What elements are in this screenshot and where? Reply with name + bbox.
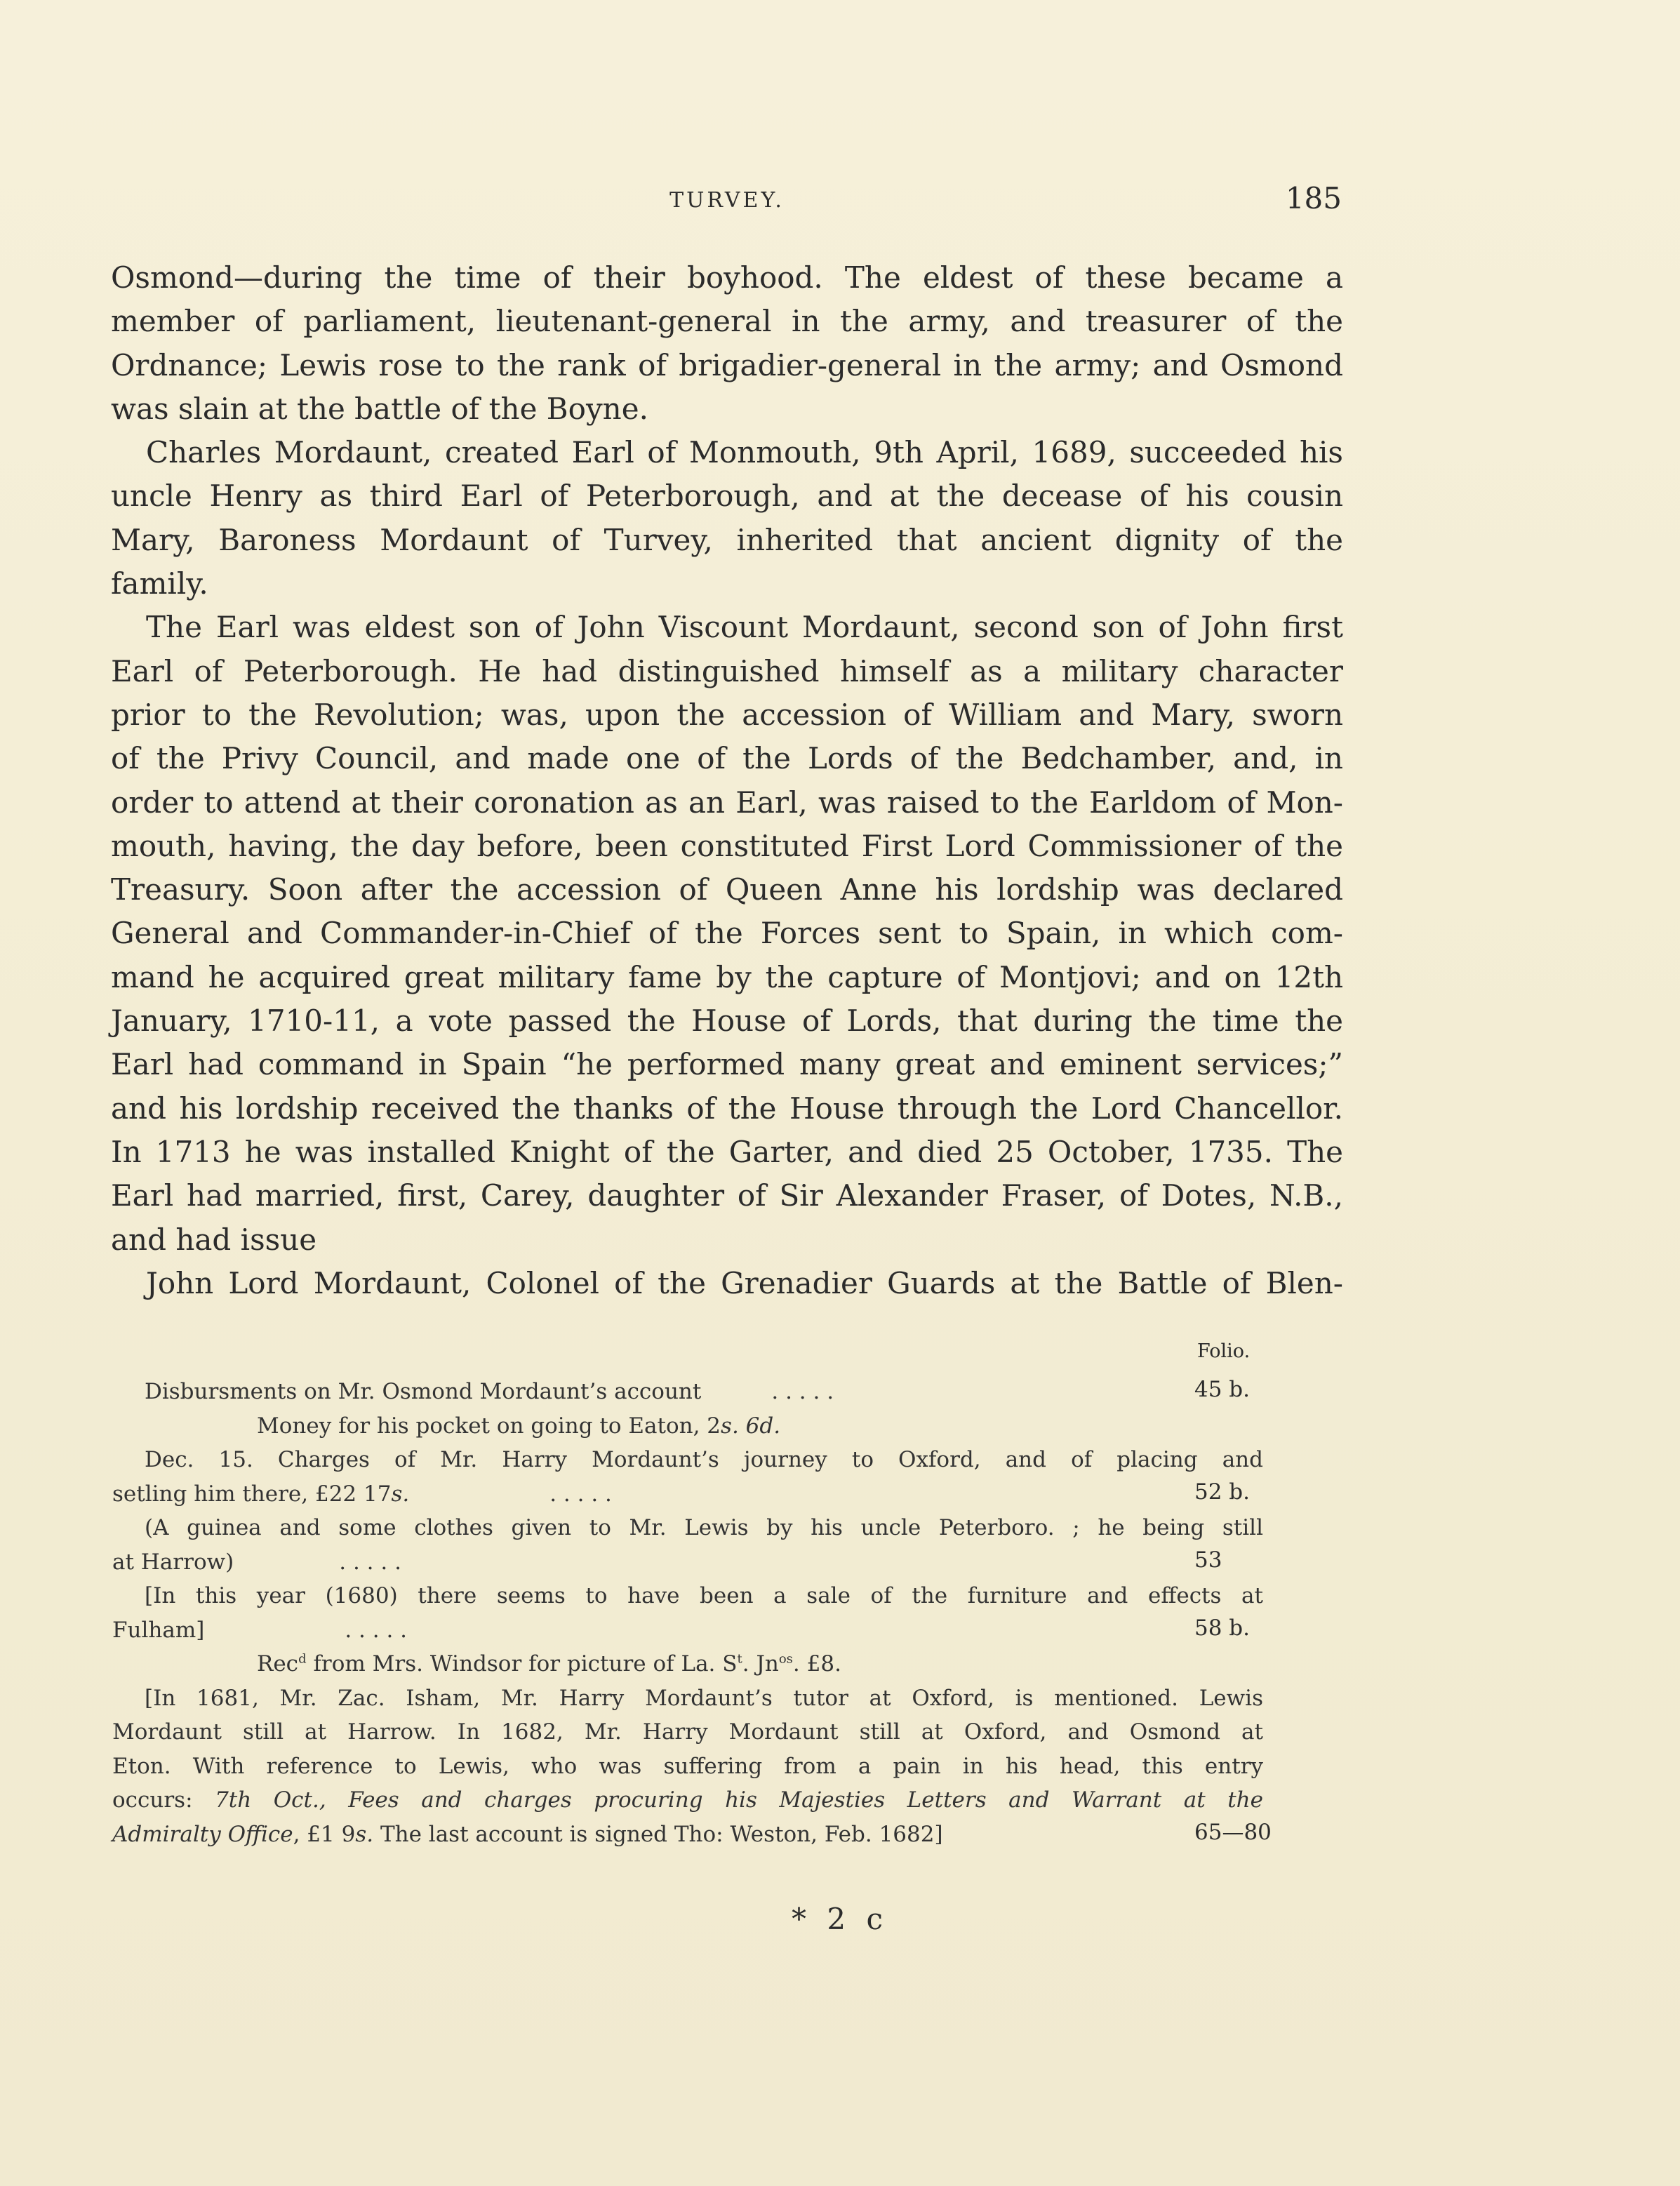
ledger-italic: s. bbox=[391, 1481, 410, 1507]
text-line: Earl of Peterborough. He had distinguished himself as a military character bbox=[111, 653, 1343, 688]
dot-leader: . . . . . bbox=[339, 1549, 401, 1575]
ledger-text: Rec bbox=[257, 1651, 299, 1677]
text-line: Osmond—during the time of their boyhood. The eldest of these became a bbox=[111, 260, 1343, 295]
text-line: Charles Mordaunt, created Earl of Monmouth, 9th April, 1689, succeeded his bbox=[146, 435, 1343, 470]
ledger-line bbox=[112, 1546, 1263, 1580]
text-line: John Lord Mordaunt, Colonel of the Grenadier Guards at the Battle of Blen- bbox=[146, 1265, 1343, 1300]
page-header bbox=[112, 181, 1342, 223]
main-text bbox=[111, 256, 1343, 1305]
dot-leader: . . . . . bbox=[549, 1481, 612, 1507]
superscript: os bbox=[778, 1651, 793, 1667]
text-line: of the Privy Council, and made one of the Lords of the Bedchamber, and, in bbox=[111, 741, 1343, 776]
ledger-line: Dec. 15. Charges of Mr. Harry Mordaunt’s journey to Oxford, and of placing and bbox=[145, 1447, 1263, 1472]
folio-heading: Folio. bbox=[1197, 1340, 1251, 1362]
text-line: Treasury. Soon after the accession of Queen Anne his lordship was declared bbox=[111, 872, 1343, 907]
ledger-text: from Mrs. Windsor for picture of La. S bbox=[306, 1651, 738, 1677]
folio-ref: 45 b. bbox=[1194, 1377, 1250, 1402]
dot-leader: . . . . . bbox=[345, 1617, 408, 1643]
ledger-line: [In 1681, Mr. Zac. Isham, Mr. Harry Mordaunt’s tutor at Oxford, is mentioned. Lewis bbox=[145, 1685, 1263, 1711]
folio-ref: 53 bbox=[1194, 1547, 1222, 1573]
ledger-text: Money for his pocket on going to Eaton, 2 bbox=[257, 1413, 721, 1439]
ledger-line bbox=[112, 1478, 1263, 1512]
superscript: t bbox=[737, 1651, 742, 1667]
ledger-line bbox=[112, 1410, 1263, 1444]
dot-leader: . . . . . bbox=[771, 1379, 834, 1404]
text-line: and had issue bbox=[111, 1222, 317, 1257]
running-head: TURVEY. bbox=[669, 188, 785, 213]
ledger-line bbox=[112, 1375, 1263, 1410]
text-line: uncle Henry as third Earl of Peterborough, and at the decease of his cousin bbox=[111, 479, 1343, 514]
text-line: Mary, Baroness Mordaunt of Turvey, inherited that ancient dignity of the bbox=[111, 522, 1343, 557]
ledger-line: Mordaunt still at Harrow. In 1682, Mr. Harry Mordaunt still at Oxford, and Osmond at bbox=[112, 1719, 1263, 1745]
text-line: order to attend at their coronation as an Earl, was raised to the Earldom of Mon- bbox=[111, 785, 1343, 820]
ledger-text: . £8. bbox=[792, 1651, 841, 1677]
ledger-text: . Jn bbox=[742, 1651, 779, 1677]
text-line: Earl had command in Spain “he performed many great and eminent services;” bbox=[111, 1047, 1343, 1082]
ledger-text: The last account is signed Tho: Weston, Feb. 1682] bbox=[373, 1821, 943, 1847]
text-line: family. bbox=[111, 566, 208, 601]
folio-ref: 52 b. bbox=[1194, 1479, 1250, 1505]
text-line: member of parliament, lieutenant-general in the army, and treasurer of the bbox=[111, 304, 1343, 339]
ledger-line bbox=[112, 1818, 1263, 1853]
page-number: 185 bbox=[1285, 181, 1342, 215]
text-line: mand he acquired great military fame by the capture of Montjovi; and on 12th bbox=[111, 959, 1343, 994]
text-line: Ordnance; Lewis rose to the rank of brigadier-general in the army; and Osmond bbox=[111, 347, 1343, 382]
ledger-line: [In this year (1680) there seems to have been a sale of the furniture and effects at bbox=[145, 1583, 1263, 1608]
ledger-text: setling him there, £22 17 bbox=[112, 1481, 392, 1507]
ledger-extract bbox=[112, 1375, 1263, 1852]
ledger-italic: 6d. bbox=[745, 1413, 781, 1439]
ledger-line: Eton. With reference to Lewis, who was suffering from a pain in his head, this entry bbox=[112, 1753, 1263, 1779]
text-line: Earl had married, first, Carey, daughter of Sir Alexander Fraser, of Dotes, N.B., bbox=[111, 1178, 1343, 1213]
text-line: and his lordship received the thanks of the House through the Lord Chancellor. bbox=[111, 1091, 1343, 1126]
folio-ref: 58 b. bbox=[1194, 1615, 1250, 1641]
ledger-text: occurs: bbox=[112, 1787, 215, 1813]
text-line: mouth, having, the day before, been constituted First Lord Commissioner of the bbox=[111, 828, 1343, 863]
ledger-italic: 7th Oct., Fees and charges procuring his Majesties Letters and Warrant at the bbox=[215, 1787, 1263, 1813]
superscript: d bbox=[298, 1651, 307, 1667]
ledger-italic: s. bbox=[355, 1821, 374, 1847]
ledger-text: Disbursments on Mr. Osmond Mordaunt’s account bbox=[145, 1379, 702, 1404]
text-line: The Earl was eldest son of John Viscount Mordaunt, second son of John first bbox=[146, 610, 1343, 645]
ledger-italic: s. bbox=[721, 1413, 739, 1439]
ledger-line bbox=[112, 1784, 1263, 1818]
ledger-text: , £1 9 bbox=[293, 1821, 356, 1847]
ledger-line bbox=[112, 1614, 1263, 1648]
text-line: January, 1710-11, a vote passed the House of Lords, that during the time the bbox=[111, 1004, 1343, 1039]
ledger-line: (A guinea and some clothes given to Mr. Lewis by his uncle Peterboro. ; he being still bbox=[145, 1515, 1263, 1540]
text-line: prior to the Revolution; was, upon the accession of William and Mary, sworn bbox=[111, 697, 1343, 732]
text-line: In 1713 he was installed Knight of the Garter, and died 25 October, 1735. The bbox=[111, 1134, 1343, 1169]
signature-mark: * 2 c bbox=[792, 1902, 888, 1936]
ledger-italic: Admiralty Office bbox=[112, 1821, 293, 1847]
ledger-text: at Harrow) bbox=[112, 1549, 234, 1575]
text-line: General and Commander-in-Chief of the Forces sent to Spain, in which com- bbox=[111, 916, 1343, 951]
folio-ref: 65—80 bbox=[1194, 1820, 1272, 1845]
ledger-text: Fulham] bbox=[112, 1617, 205, 1643]
text-line: was slain at the battle of the Boyne. bbox=[111, 391, 648, 426]
ledger-line bbox=[112, 1648, 1263, 1682]
